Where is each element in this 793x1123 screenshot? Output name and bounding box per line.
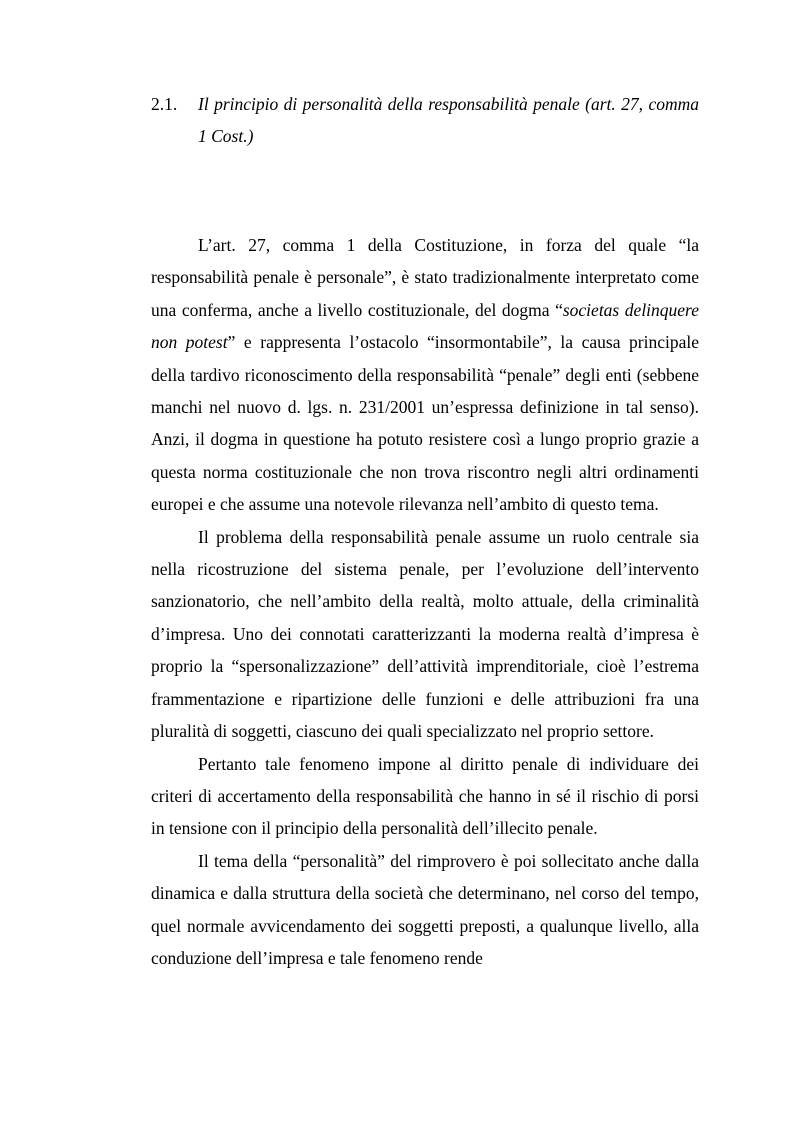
paragraph-4: Il tema della “personalità” del rimprovero è poi sollecitato anche dalla dinamica e dalla struttura della società che determinano, nel corso del tempo, quel normale avvicendamento dei soggetti preposti, a qualunque livello, alla conduzione dell’impresa e tale fenomeno rende [151,850,699,968]
section-number: 2.1. [151,94,178,114]
paragraph-1-text-end: ” e rappresenta l’ostacolo “insormontabile”, la causa principale della tardivo riconoscimento della responsabilità “penale” degli enti (sebbene manchi nel nuovo d. lgs. n. 231/2001 un’espressa definizione in tal senso). Anzi, il dogma in questione ha potuto resistere così a lungo proprio grazie a questa norma costituzionale che non trova riscontro negli altri ordinamenti europei e che assume una notevole rilevanza nell’ambito di questo tema. [151,332,699,515]
latin-maxim: societas delinquere non potest [151,299,699,353]
paragraph-3: Pertanto tale fenomeno impone al diritto penale di individuare dei criteri di accertamento della responsabilità che hanno in sé il rischio di porsi in tensione con il principio della personalità dell’illecito penale. [151,753,699,839]
paragraph-1 [151,229,699,521]
paragraph-2: Il problema della responsabilità penale assume un ruolo centrale sia nella ricostruzione del sistema penale, per l’evoluzione dell’intervento sanzionatorio, che nell’ambito della realtà, molto attuale, della criminalità d’impresa. Uno dei connotati caratterizzanti la moderna realtà d’impresa è proprio la “spersonalizzazione” dell’attività imprenditoriale, cioè l’estrema frammentazione e ripartizione delle funzioni e delle attribuzioni fra una pluralità di soggetti, ciascuno dei quali specializzato nel proprio settore. [151,526,699,742]
paragraph-1-text-start: L’art. 27, comma 1 della Costituzione, in forza del quale “la responsabilità penale è personale”, è stato tradizionalmente interpretato come una conferma, anche a livello costituzionale, del dogma “ [151,235,699,320]
document-page [151,88,699,974]
section-heading [151,88,699,152]
section-title: Il principio di personalità della responsabilità penale (art. 27, comma 1 Cost.) [198,94,699,146]
